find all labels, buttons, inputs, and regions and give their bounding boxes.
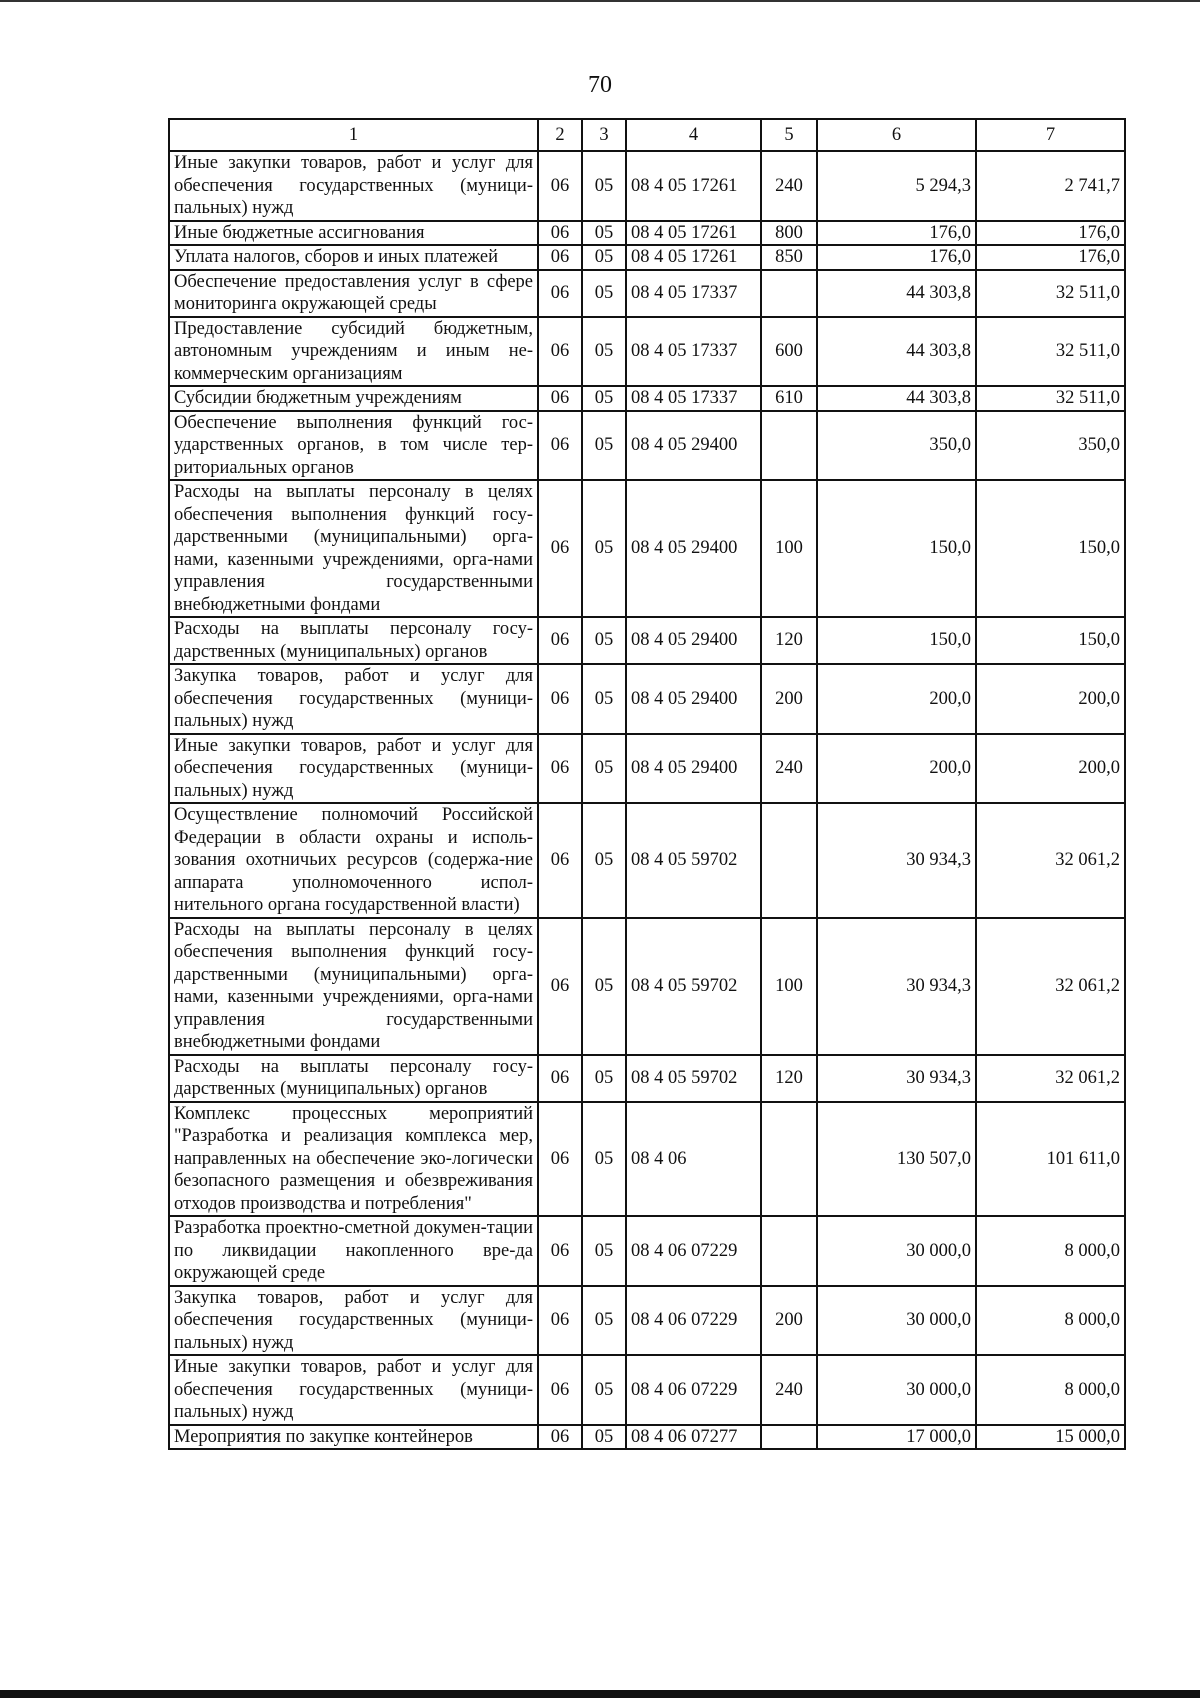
- row-target-code: 08 4 05 29400: [626, 617, 761, 664]
- row-target-code: 08 4 05 29400: [626, 664, 761, 734]
- row-description: Обеспечение выполнения функций гос-ударственных органов, в том числе тер-риториальных органов: [169, 411, 538, 481]
- page-number: 70: [588, 72, 612, 98]
- row-target-code: 08 4 05 29400: [626, 411, 761, 481]
- row-amount-year-1: 44 303,8: [817, 317, 976, 387]
- row-amount-year-1: 44 303,8: [817, 270, 976, 317]
- row-amount-year-2: 150,0: [976, 617, 1125, 664]
- row-target-code: 08 4 06 07277: [626, 1425, 761, 1450]
- row-subsection: 05: [582, 617, 626, 664]
- row-section: 06: [538, 918, 582, 1055]
- row-amount-year-2: 8 000,0: [976, 1216, 1125, 1286]
- row-expense-type: 120: [761, 1055, 817, 1102]
- row-amount-year-2: 2 741,7: [976, 151, 1125, 221]
- table-row: [169, 1055, 1125, 1102]
- row-amount-year-2: 32 061,2: [976, 918, 1125, 1055]
- row-amount-year-2: 32 511,0: [976, 386, 1125, 411]
- row-subsection: 05: [582, 270, 626, 317]
- table-row: [169, 803, 1125, 918]
- row-description: Предоставление субсидий бюджетным, автономным учреждениям и иным не-коммерческим организациям: [169, 317, 538, 387]
- budget-table: [168, 118, 1126, 1450]
- row-target-code: 08 4 05 59702: [626, 918, 761, 1055]
- row-amount-year-1: 150,0: [817, 617, 976, 664]
- table-row: [169, 1425, 1125, 1450]
- row-subsection: 05: [582, 245, 626, 270]
- row-description: Расходы на выплаты персоналу госу-дарственных (муниципальных) органов: [169, 617, 538, 664]
- row-amount-year-2: 200,0: [976, 734, 1125, 804]
- row-description: Иные бюджетные ассигнования: [169, 221, 538, 246]
- row-expense-type: [761, 1102, 817, 1217]
- scan-bottom-edge: [0, 1690, 1200, 1698]
- table-row: [169, 1355, 1125, 1425]
- row-amount-year-1: 200,0: [817, 664, 976, 734]
- row-amount-year-1: 30 934,3: [817, 918, 976, 1055]
- row-subsection: 05: [582, 1216, 626, 1286]
- row-subsection: 05: [582, 1355, 626, 1425]
- table-row: [169, 245, 1125, 270]
- row-amount-year-2: 350,0: [976, 411, 1125, 481]
- table-row: [169, 617, 1125, 664]
- row-description: Разработка проектно-сметной докумен-тации по ликвидации накопленного вре-да окружающей среде: [169, 1216, 538, 1286]
- row-description: Расходы на выплаты персоналу госу-дарственных (муниципальных) органов: [169, 1055, 538, 1102]
- row-section: 06: [538, 1286, 582, 1356]
- row-description: Иные закупки товаров, работ и услуг для обеспечения государственных (муници-пальных) нужд: [169, 734, 538, 804]
- table-row: [169, 734, 1125, 804]
- header-col-3: 3: [582, 119, 626, 151]
- table-row: [169, 664, 1125, 734]
- header-col-4: 4: [626, 119, 761, 151]
- row-target-code: 08 4 05 59702: [626, 803, 761, 918]
- row-target-code: 08 4 05 29400: [626, 734, 761, 804]
- row-target-code: 08 4 05 17337: [626, 270, 761, 317]
- row-description: Мероприятия по закупке контейнеров: [169, 1425, 538, 1450]
- row-description: Уплата налогов, сборов и иных платежей: [169, 245, 538, 270]
- row-target-code: 08 4 06 07229: [626, 1216, 761, 1286]
- row-subsection: 05: [582, 918, 626, 1055]
- row-subsection: 05: [582, 1286, 626, 1356]
- row-expense-type: [761, 1216, 817, 1286]
- row-section: 06: [538, 221, 582, 246]
- row-amount-year-1: 200,0: [817, 734, 976, 804]
- row-amount-year-2: 32 511,0: [976, 317, 1125, 387]
- row-section: 06: [538, 803, 582, 918]
- row-subsection: 05: [582, 1425, 626, 1450]
- row-subsection: 05: [582, 151, 626, 221]
- row-description: Осуществление полномочий Российской Федерации в области охраны и исполь-зования охотничьих ресурсов (содержа-ние аппарата уполномоченного испол-нительного органа государственной власти): [169, 803, 538, 918]
- table-row: [169, 270, 1125, 317]
- row-amount-year-1: 30 934,3: [817, 1055, 976, 1102]
- row-amount-year-1: 17 000,0: [817, 1425, 976, 1450]
- table-row: [169, 480, 1125, 617]
- row-expense-type: 800: [761, 221, 817, 246]
- row-expense-type: 200: [761, 664, 817, 734]
- row-expense-type: [761, 803, 817, 918]
- row-amount-year-2: 32 511,0: [976, 270, 1125, 317]
- row-section: 06: [538, 1425, 582, 1450]
- row-section: 06: [538, 317, 582, 387]
- row-description: Комплекс процессных мероприятий "Разработка и реализация комплекса мер, направленных на обеспечение эко-логически безопасного размещения и обезвреживания отходов производства и потребления": [169, 1102, 538, 1217]
- row-expense-type: 240: [761, 151, 817, 221]
- row-amount-year-2: 15 000,0: [976, 1425, 1125, 1450]
- row-expense-type: [761, 270, 817, 317]
- row-amount-year-2: 150,0: [976, 480, 1125, 617]
- row-expense-type: 100: [761, 918, 817, 1055]
- row-target-code: 08 4 05 17261: [626, 221, 761, 246]
- table-row: [169, 918, 1125, 1055]
- row-expense-type: [761, 1425, 817, 1450]
- row-target-code: 08 4 05 29400: [626, 480, 761, 617]
- header-col-1: 1: [169, 119, 538, 151]
- row-expense-type: 240: [761, 734, 817, 804]
- row-section: 06: [538, 151, 582, 221]
- row-description: Иные закупки товаров, работ и услуг для обеспечения государственных (муници-пальных) нужд: [169, 1355, 538, 1425]
- row-section: 06: [538, 480, 582, 617]
- row-section: 06: [538, 664, 582, 734]
- row-target-code: 08 4 05 59702: [626, 1055, 761, 1102]
- table-row: [169, 1102, 1125, 1217]
- row-amount-year-1: 350,0: [817, 411, 976, 481]
- row-amount-year-2: 200,0: [976, 664, 1125, 734]
- table-row: [169, 221, 1125, 246]
- row-amount-year-2: 176,0: [976, 245, 1125, 270]
- row-expense-type: 120: [761, 617, 817, 664]
- row-amount-year-2: 32 061,2: [976, 803, 1125, 918]
- row-target-code: 08 4 05 17337: [626, 386, 761, 411]
- scan-top-edge: [0, 0, 1200, 2]
- row-target-code: 08 4 06: [626, 1102, 761, 1217]
- row-section: 06: [538, 617, 582, 664]
- row-amount-year-1: 44 303,8: [817, 386, 976, 411]
- row-amount-year-2: 176,0: [976, 221, 1125, 246]
- row-amount-year-2: 8 000,0: [976, 1355, 1125, 1425]
- row-description: Иные закупки товаров, работ и услуг для обеспечения государственных (муници-пальных) нужд: [169, 151, 538, 221]
- row-section: 06: [538, 1102, 582, 1217]
- row-description: Закупка товаров, работ и услуг для обеспечения государственных (муници-пальных) нужд: [169, 1286, 538, 1356]
- table-row: [169, 411, 1125, 481]
- row-section: 06: [538, 1216, 582, 1286]
- row-subsection: 05: [582, 1055, 626, 1102]
- header-col-5: 5: [761, 119, 817, 151]
- row-expense-type: 610: [761, 386, 817, 411]
- row-amount-year-1: 30 000,0: [817, 1216, 976, 1286]
- row-subsection: 05: [582, 1102, 626, 1217]
- row-subsection: 05: [582, 411, 626, 481]
- row-description: Закупка товаров, работ и услуг для обеспечения государственных (муници-пальных) нужд: [169, 664, 538, 734]
- row-target-code: 08 4 05 17261: [626, 245, 761, 270]
- row-amount-year-1: 30 000,0: [817, 1355, 976, 1425]
- row-subsection: 05: [582, 734, 626, 804]
- row-subsection: 05: [582, 803, 626, 918]
- row-section: 06: [538, 1355, 582, 1425]
- row-amount-year-2: 8 000,0: [976, 1286, 1125, 1356]
- header-col-6: 6: [817, 119, 976, 151]
- row-expense-type: 240: [761, 1355, 817, 1425]
- row-description: Субсидии бюджетным учреждениям: [169, 386, 538, 411]
- row-expense-type: 100: [761, 480, 817, 617]
- row-subsection: 05: [582, 386, 626, 411]
- row-section: 06: [538, 386, 582, 411]
- row-section: 06: [538, 411, 582, 481]
- row-description: Обеспечение предоставления услуг в сфере мониторинга окружающей среды: [169, 270, 538, 317]
- row-target-code: 08 4 05 17261: [626, 151, 761, 221]
- row-expense-type: [761, 411, 817, 481]
- header-col-7: 7: [976, 119, 1125, 151]
- row-amount-year-1: 5 294,3: [817, 151, 976, 221]
- row-expense-type: 850: [761, 245, 817, 270]
- table-row: [169, 151, 1125, 221]
- row-description: Расходы на выплаты персоналу в целях обеспечения выполнения функций госу-дарственными (муниципальными) орга-нами, казенными учреждениями, орга-нами управления государственными внебюджетными фондами: [169, 918, 538, 1055]
- table-row: [169, 1216, 1125, 1286]
- row-section: 06: [538, 734, 582, 804]
- table-body: [169, 151, 1125, 1449]
- row-subsection: 05: [582, 664, 626, 734]
- table-header-row: [169, 119, 1125, 151]
- row-amount-year-1: 150,0: [817, 480, 976, 617]
- row-subsection: 05: [582, 480, 626, 617]
- row-amount-year-1: 30 000,0: [817, 1286, 976, 1356]
- row-target-code: 08 4 06 07229: [626, 1286, 761, 1356]
- row-expense-type: 200: [761, 1286, 817, 1356]
- row-subsection: 05: [582, 317, 626, 387]
- row-expense-type: 600: [761, 317, 817, 387]
- row-target-code: 08 4 06 07229: [626, 1355, 761, 1425]
- table-row: [169, 317, 1125, 387]
- row-section: 06: [538, 1055, 582, 1102]
- row-amount-year-2: 32 061,2: [976, 1055, 1125, 1102]
- row-section: 06: [538, 270, 582, 317]
- row-description: Расходы на выплаты персоналу в целях обеспечения выполнения функций госу-дарственными (муниципальными) орга-нами, казенными учреждениями, орга-нами управления государственными внебюджетными фондами: [169, 480, 538, 617]
- row-target-code: 08 4 05 17337: [626, 317, 761, 387]
- table-row: [169, 1286, 1125, 1356]
- row-amount-year-1: 130 507,0: [817, 1102, 976, 1217]
- table-row: [169, 386, 1125, 411]
- row-amount-year-1: 30 934,3: [817, 803, 976, 918]
- row-amount-year-1: 176,0: [817, 245, 976, 270]
- row-subsection: 05: [582, 221, 626, 246]
- row-section: 06: [538, 245, 582, 270]
- row-amount-year-2: 101 611,0: [976, 1102, 1125, 1217]
- header-col-2: 2: [538, 119, 582, 151]
- row-amount-year-1: 176,0: [817, 221, 976, 246]
